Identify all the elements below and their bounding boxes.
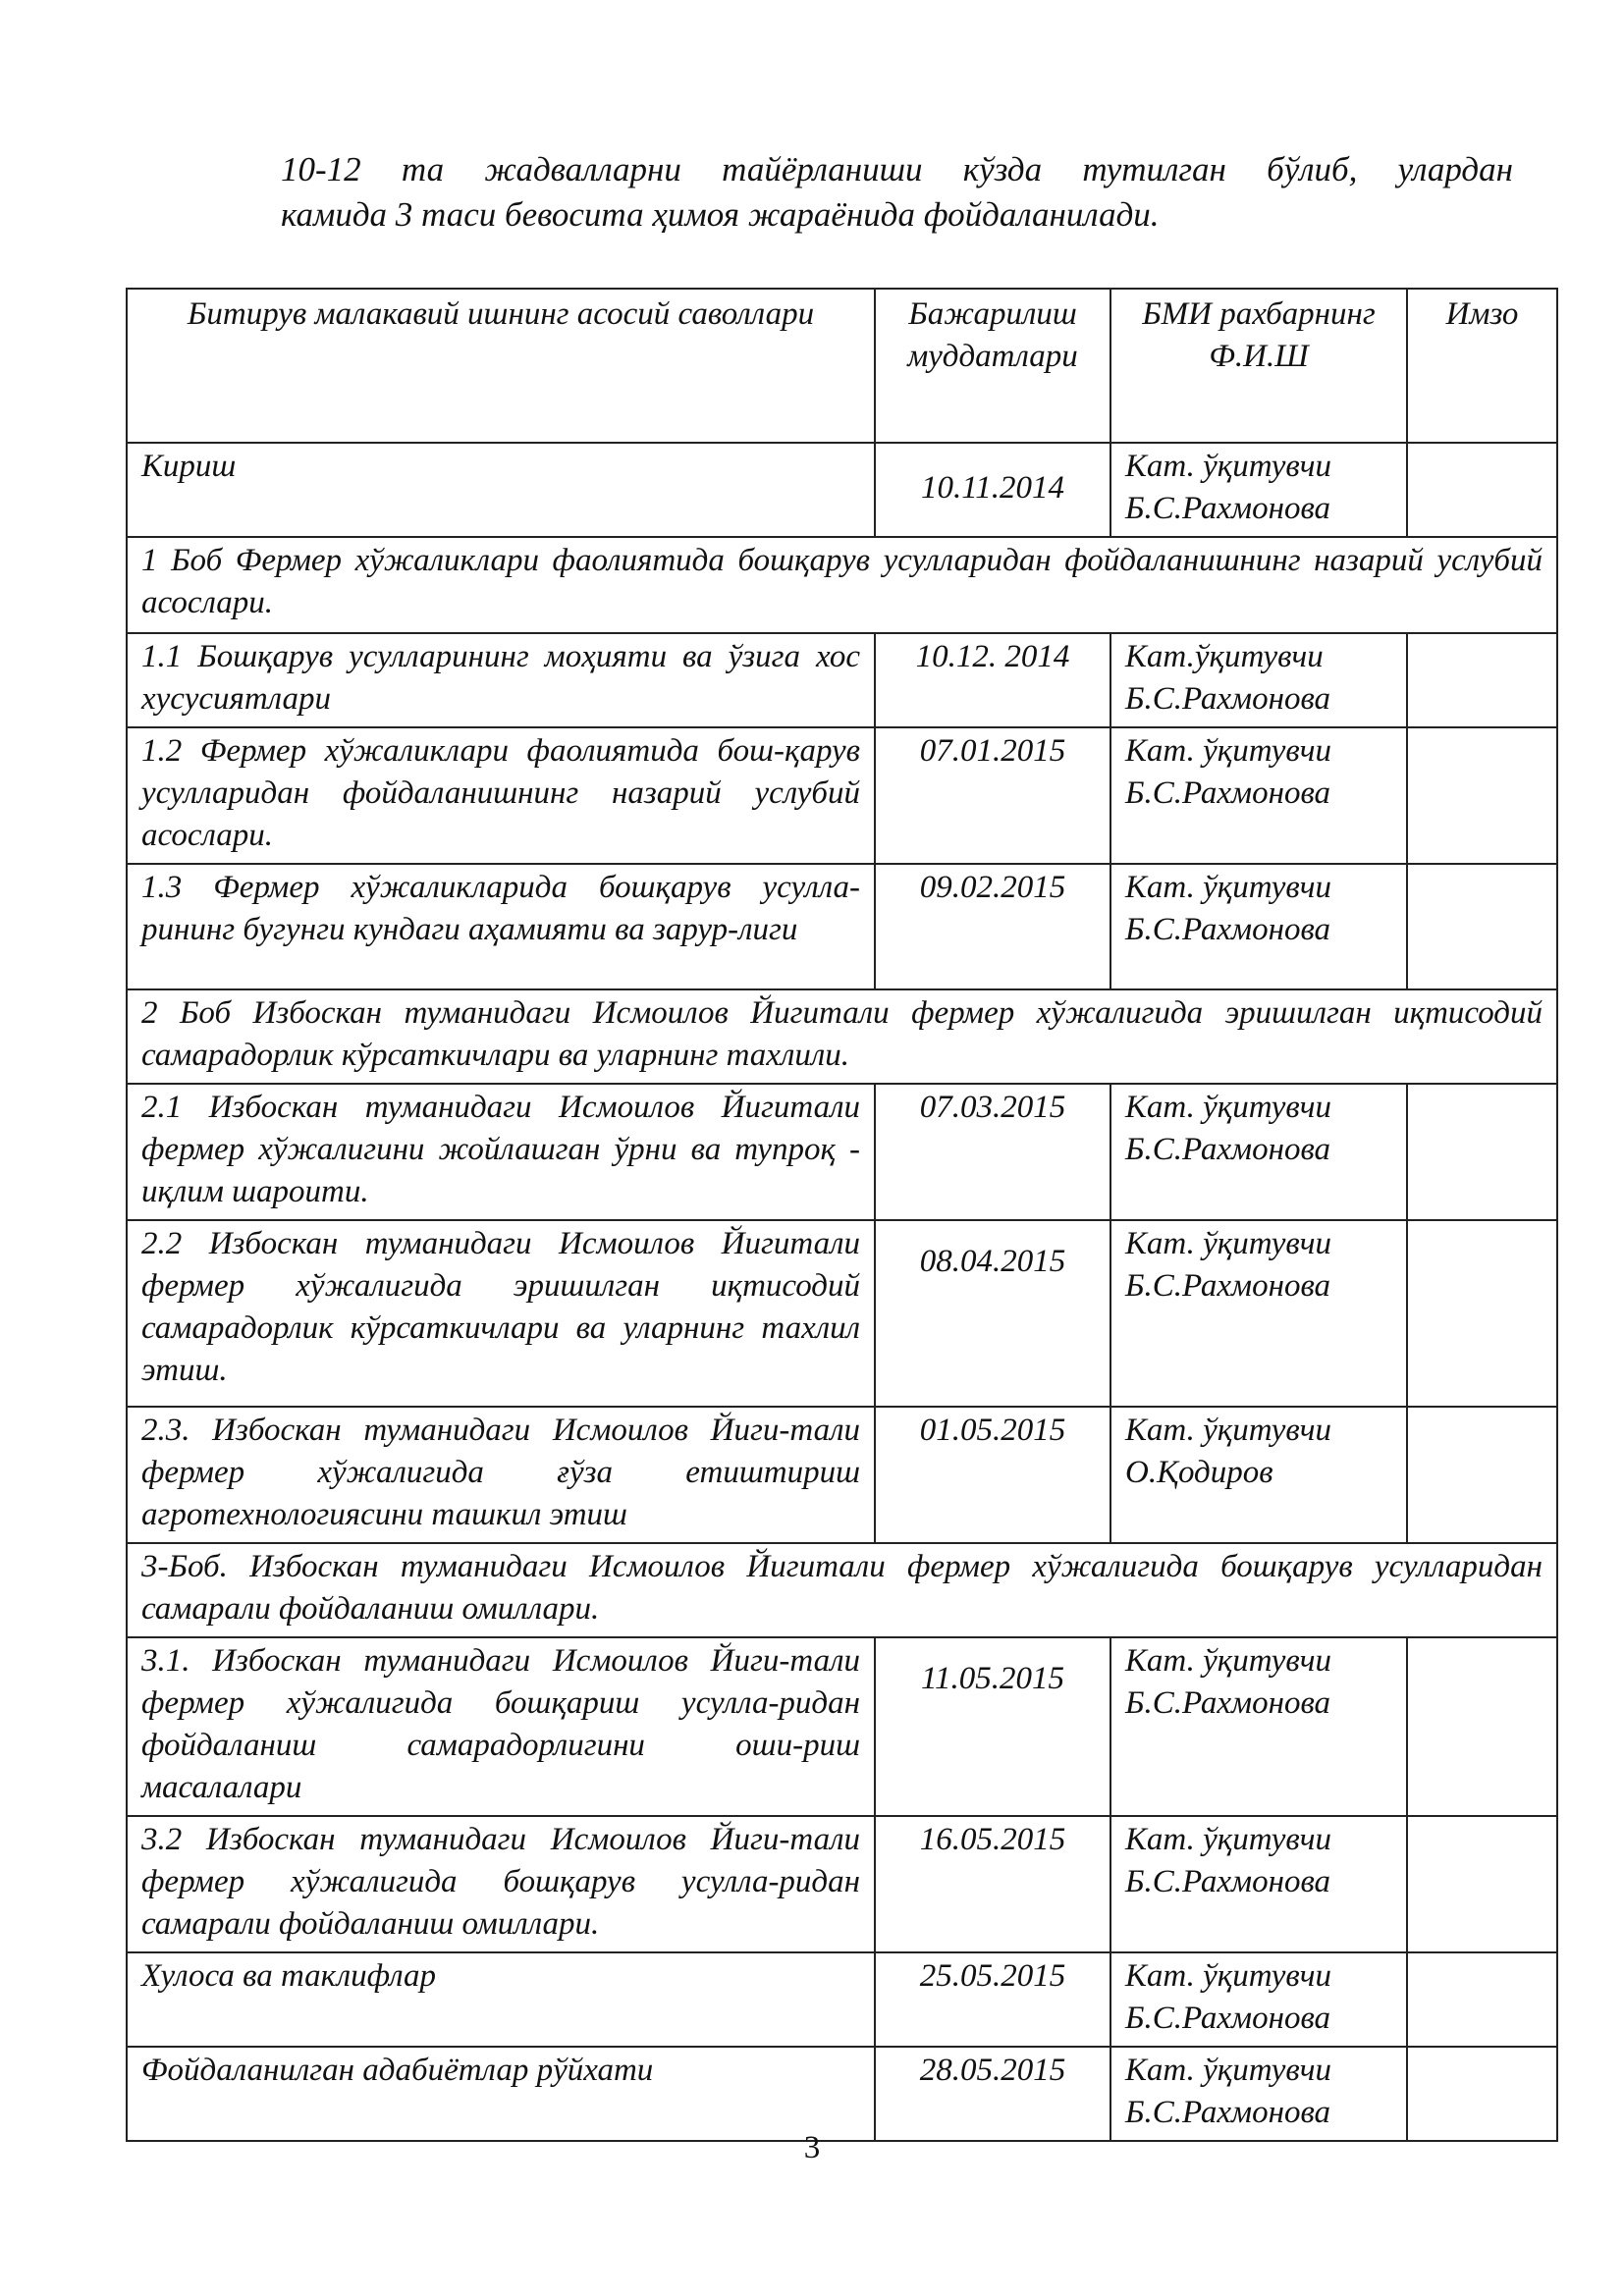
signature-cell: [1407, 443, 1557, 537]
date-cell: 16.05.2015: [875, 1816, 1110, 1952]
date-cell: 07.03.2015: [875, 1084, 1110, 1220]
date-cell: 10.12. 2014: [875, 633, 1110, 727]
supervisor-cell: Кат. ўқитувчи Б.С.Рахмонова: [1110, 1637, 1407, 1816]
signature-cell: [1407, 1220, 1557, 1407]
table-row: [127, 443, 1557, 537]
header-signature: Имзо: [1407, 289, 1557, 443]
topic-cell: 3.1. Избоскан туманидаги Исмоилов Йиги-тали фермер хўжалигида бошқариш усулла-ридан фойдаланиш самарадорлигини оши-риш масалалари: [127, 1637, 875, 1816]
table-row: [127, 727, 1557, 864]
table-row: [127, 864, 1557, 989]
signature-cell: [1407, 2047, 1557, 2141]
supervisor-cell: Кат. ўқитувчи Б.С.Рахмонова: [1110, 443, 1407, 537]
topic-cell: 1.3 Фермер хўжаликларида бошқарув усулла-рининг бугунги кундаги аҳамияти ва зарур-лиги: [127, 864, 875, 989]
table-row: [127, 1952, 1557, 2047]
supervisor-cell: Кат. ўқитувчи Б.С.Рахмонова: [1110, 727, 1407, 864]
date-cell: 08.04.2015: [875, 1220, 1110, 1407]
topic-cell: 1.2 Фермер хўжаликлари фаолиятида бош-қарув усулларидан фойдаланишнинг назарий услубий асослари.: [127, 727, 875, 864]
section-row: [127, 1543, 1557, 1637]
topic-cell: 2.1 Избоскан туманидаги Исмоилов Йигитали фермер хўжалигини жойлашган ўрни ва тупроқ - иқлим шароити.: [127, 1084, 875, 1220]
section-row: [127, 537, 1557, 633]
table-header-row: [127, 289, 1557, 443]
table-row: [127, 1084, 1557, 1220]
signature-cell: [1407, 864, 1557, 989]
signature-cell: [1407, 633, 1557, 727]
section-title-2: 2 Боб Избоскан туманидаги Исмоилов Йигитали фермер хўжалигида эришилган иқтисодий самарадорлик кўрсаткичлари ва уларнинг тахлили.: [127, 989, 1557, 1084]
supervisor-cell: Кат. ўқитувчи Б.С.Рахмонова: [1110, 1084, 1407, 1220]
table-row: [127, 1407, 1557, 1543]
supervisor-cell: Кат.ўқитувчи Б.С.Рахмонова: [1110, 633, 1407, 727]
intro-paragraph: [281, 147, 1513, 238]
table-row: [127, 2047, 1557, 2141]
table-row: [127, 1816, 1557, 1952]
date-cell: 11.05.2015: [875, 1637, 1110, 1816]
signature-cell: [1407, 1952, 1557, 2047]
supervisor-cell: Кат. ўқитувчи Б.С.Рахмонова: [1110, 2047, 1407, 2141]
date-cell: 25.05.2015: [875, 1952, 1110, 2047]
topic-cell: 3.2 Избоскан туманидаги Исмоилов Йиги-тали фермер хўжалигида бошқарув усулла-ридан самарали фойдаланиш омиллари.: [127, 1816, 875, 1952]
date-cell: 01.05.2015: [875, 1407, 1110, 1543]
topic-cell: Кириш: [127, 443, 875, 537]
topic-cell: 1.1 Бошқарув усулларининг моҳияти ва ўзига хос хусусиятлари: [127, 633, 875, 727]
table-row: [127, 1220, 1557, 1407]
topic-cell: 2.3. Избоскан туманидаги Исмоилов Йиги-тали фермер хўжалигида ғўза етиштириш агротехнологиясини ташкил этиш: [127, 1407, 875, 1543]
topic-cell: 2.2 Избоскан туманидаги Исмоилов Йигитали фермер хўжалигида эришилган иқтисодий самарадорлик кўрсаткичлари ва уларнинг тахлил этиш.: [127, 1220, 875, 1407]
supervisor-cell: Кат. ўқитувчи Б.С.Рахмонова: [1110, 1952, 1407, 2047]
section-title-3: 3-Боб. Избоскан туманидаги Исмоилов Йигитали фермер хўжалигида бошқарув усулларидан самарали фойдаланиш омиллари.: [127, 1543, 1557, 1637]
date-cell: 09.02.2015: [875, 864, 1110, 989]
topic-cell: Хулоса ва таклифлар: [127, 1952, 875, 2047]
section-row: [127, 989, 1557, 1084]
signature-cell: [1407, 1816, 1557, 1952]
schedule-table: [126, 288, 1558, 2142]
date-cell: 07.01.2015: [875, 727, 1110, 864]
date-cell: 10.11.2014: [875, 443, 1110, 537]
signature-cell: [1407, 1407, 1557, 1543]
header-deadlines: Бажарилиш муддатлари: [875, 289, 1110, 443]
signature-cell: [1407, 1637, 1557, 1816]
signature-cell: [1407, 727, 1557, 864]
supervisor-cell: Кат. ўқитувчи Б.С.Рахмонова: [1110, 1816, 1407, 1952]
supervisor-cell: Кат. ўқитувчи О.Қодиров: [1110, 1407, 1407, 1543]
section-title-1: 1 Боб Фермер хўжаликлари фаолиятида бошқарув усулларидан фойдаланишнинг назарий услубий асослари.: [127, 537, 1557, 633]
supervisor-cell: Кат. ўқитувчи Б.С.Рахмонова: [1110, 1220, 1407, 1407]
page-number: 3: [803, 2130, 821, 2165]
signature-cell: [1407, 1084, 1557, 1220]
topic-cell: Фойдаланилган адабиётлар рўйхати: [127, 2047, 875, 2141]
table-row: [127, 1637, 1557, 1816]
supervisor-cell: Кат. ўқитувчи Б.С.Рахмонова: [1110, 864, 1407, 989]
intro-line-2: камида 3 таси бевосита ҳимоя жараёнида фойдаланилади.: [281, 195, 1160, 234]
intro-line-1: 10-12 та жадвалларни тайёрланиши кўзда тутилган бўлиб, улардан: [281, 150, 1513, 188]
header-questions: Битирув малакавий ишнинг асосий саволлари: [127, 289, 875, 443]
date-cell: 28.05.2015: [875, 2047, 1110, 2141]
table-row: [127, 633, 1557, 727]
header-supervisor: БМИ рахбарнинг Ф.И.Ш: [1110, 289, 1407, 443]
